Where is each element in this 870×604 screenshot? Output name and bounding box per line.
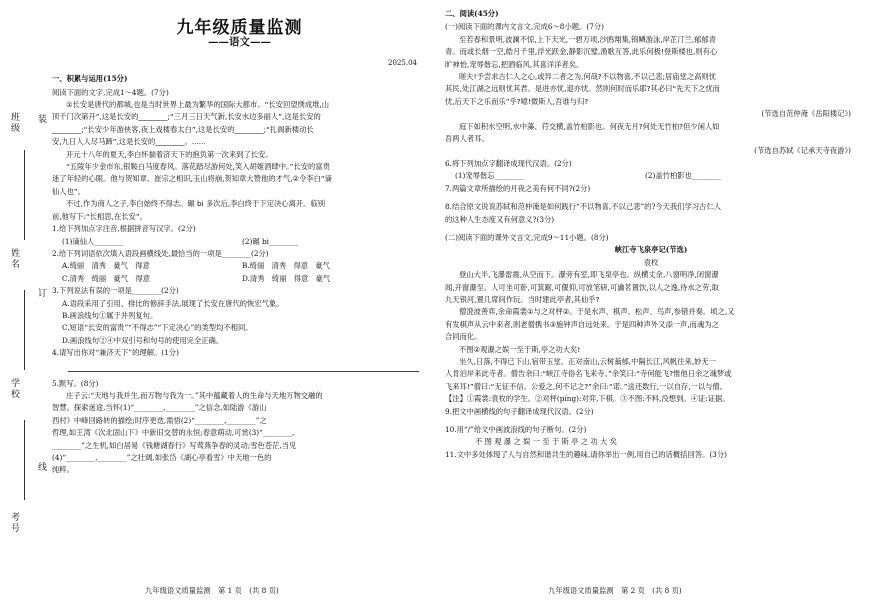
question-10: 10.用“/”给文中画波浪线的句子断句。(2分) — [445, 425, 587, 434]
page-1-footer: 九年级语文质量监测 第 1 页 (共 8 页) — [145, 586, 279, 595]
text-c-line: 有发棋声从云中来者,则老僧携书③施钟声自远处来。于是四种声外又添一声,而魂为之 — [445, 319, 719, 329]
exam-number-label: 考号 — [9, 512, 19, 534]
part-b-instruction: (二)阅读下面的课外文言文,完成9～11小题。(8分) — [445, 232, 609, 242]
question-3: 3.下列说法有误的一项是________(2分) — [52, 286, 179, 296]
text-c-line: 僧澄波善弈,余命霞裳①与之对枰②。于是水声、棋声、松声、鸟声,参错并奏。顷之,又 — [459, 307, 735, 317]
q4-answer-line[interactable] — [68, 360, 419, 372]
source-b: (节选自苏轼《记承天寺夜游》) — [754, 146, 851, 156]
text-b-line: 吾两人者耳。 — [445, 134, 489, 144]
right-page — [445, 0, 857, 604]
part-a-instruction: (一)阅读下面的课内文言文,完成6～8小题。(7分) — [445, 22, 604, 32]
q1-blank-2[interactable]: (2)碾 bi________ — [242, 236, 299, 246]
question-6: 6.将下列加点字翻译成现代汉语。(2分) — [445, 158, 572, 168]
annotation-notes: 【注】①霞裳:袁枚的学生。②对枰(píng):对弈,下棋。③不图:不料,没想到。④证:证据。 — [445, 394, 730, 404]
text-c-line: 闻,开窗瀑至。人可坐可卧,可箕踞,可偃仰,可放笔研,可瀹茗置饮,以人之逸,待水之劳,取 — [445, 282, 719, 292]
passage-line: ________;“长安少年游侠客,夜上戏楼春太白”,这是长安的________;“扎阁新楼动长 — [52, 124, 314, 134]
q2-option-c[interactable]: C.清秀 绮丽 豪气 得意 — [62, 273, 150, 283]
q3-option-b[interactable]: B.画浪线句①属于并列复句。 — [62, 310, 158, 320]
q5-text-line[interactable]: 西村》中峰回路转的描绘;时序更迭,需悟(2)“________,________”之 — [52, 415, 267, 425]
bind-mark-xian: 线 — [38, 463, 48, 473]
q5-text-line[interactable]: 智慧。探索迷途,当怀(1)“________,________”之信念,如陆游《游山 — [52, 403, 267, 413]
text-c-line: 人肯泊岸来此寺者。僧告余曰:“峡江寺俗名飞来寺。”余笑曰:“寺何能飞?惟他日余之魂梦或 — [445, 369, 732, 379]
question-8: 8.结合原文说说苏轼和范仲淹是如何践行“不以物喜,不以己悲”的?今天我们学习古仁人 — [445, 202, 722, 212]
q6-blank-1[interactable]: (1)宠辱偕忘________ — [455, 171, 524, 181]
text-c-title: 峡江寺飞泉亭记(节选) — [614, 245, 688, 255]
q2-option-d[interactable]: D.清秀 绮丽 得意 豪气 — [242, 273, 331, 283]
question-7: 7.两篇文章所描绘的月夜之美有何不同?(2分) — [445, 183, 591, 193]
text-c-line: 不图②观瀑之娱一至于斯,亭之功大矣! — [459, 344, 581, 354]
text-c-line: 坐久,日落,不得已下山,宿带玉堂。正对南山,云树蓊郁,中隔长江,风帆往来,妙无一 — [459, 356, 717, 366]
gutter-line — [24, 290, 26, 370]
q5-text-line: 纯粹。 — [52, 465, 74, 475]
question-8-cont: 的这种人生态度又有何意义?(3分) — [445, 214, 555, 224]
text-c-line: 九天银河,置几席间作玩。当时建此亭者,其仙乎? — [445, 294, 600, 304]
passage-line: “五陵年少金市东,银鞍白马度春风。落花踏尽游何处,笑入胡姬酒肆中。”长安的富贵 — [66, 162, 330, 172]
q5-text-line[interactable]: (4)“________,________”之壮阔,如张岱《湖心亭看雪》中天地一色的 — [52, 453, 272, 462]
text-c-line: 合同而化。 — [445, 332, 482, 342]
q3-option-d[interactable]: D.画浪线句②④中双引号和句号的使用完全正确。 — [62, 335, 224, 345]
text-c-line: 飞来耳!”僧曰:“无征不信。公爱之,何不记之?”余曰:“诺。”送还数行,一以自存,一以与僧。 — [445, 381, 728, 391]
text-a-line: 旷神怡,宠辱偕忘,把酒临风,其喜洋洋者矣。 — [445, 59, 584, 69]
school-label: 学校 — [9, 378, 19, 400]
gutter-line — [24, 150, 26, 240]
question-9: 9.把文中画横线的句子翻译成现代汉语。(2分) — [445, 406, 594, 416]
question-5: 5.默写。(8分) — [52, 378, 99, 388]
question-11: 11.文中多处体现了人与自然和谐共生的趣味,请你举出一例,用自己的话概括回答。(3分) — [445, 449, 727, 459]
passage-line: 迷了年轻的心眼。他与贺知章、崔宗之相识,玉山将崩,贺知章大赞他的才气,②令李白“谪 — [52, 174, 332, 184]
passage-line: 仙人也”。 — [52, 186, 85, 196]
q2-option-a[interactable]: A.绮丽 清秀 豪气 得意 — [62, 261, 150, 271]
section-2-heading: 二、阅读(45分) — [445, 9, 499, 18]
text-c-line: 登山大半,飞瀑雷震,从空而下。瀑旁有室,即飞泉亭也。纵横丈余,八窗明净,闭窗瀑 — [459, 270, 719, 280]
gutter-line — [24, 420, 26, 500]
binding-gutter — [0, 0, 48, 604]
question-4: 4.请写出你对“兼济天下”的理解。(1分) — [52, 348, 179, 358]
page-2-footer: 九年级语文质量监测 第 2 页 (共 8 页) — [548, 586, 682, 595]
q5-text-line[interactable]: ________”之生机,如白居易《钱塘湖春行》写莺燕争春的灵动;雪色苍茫,当见 — [52, 440, 297, 450]
q10-sentence[interactable]: 不 图 观 瀑 之 娱 一 至 于 斯 亭 之 功 大 矣 — [475, 437, 617, 447]
text-a-line: 青。而或长烟一空,皓月千里,浮光跃金,静影沉璧,渔歌互答,此乐何极!登斯楼也,则有心 — [445, 47, 718, 57]
bind-mark-zhuang: 装 — [38, 115, 48, 125]
exam-subject: ——语文—— — [208, 36, 271, 49]
passage-line: 不过,作为商人之子,李白始终不得志。碾 bi 多次后,李白终于下定决心离开。临别 — [66, 199, 326, 209]
q5-text-line: 庄子云:“天地与我并生,而万物与我为一。”其中蕴藏着人的生命与天地万物交融的 — [66, 390, 323, 400]
question-2: 2.给下列词语依次填入语段画横线处,最恰当的一项是________(2分) — [52, 248, 269, 258]
passage-line: 顶千门次第开”,这是长安的________;“三月三日天气新,长安水边多丽人”,这是长安的 — [52, 112, 321, 122]
text-c-author: 袁枚 — [643, 257, 659, 267]
class-label: 班级 — [9, 112, 19, 134]
bind-mark-ding: 订 — [38, 289, 48, 299]
q3-option-c[interactable]: C.短语“长安的富贵”“不得志”“下定决心”的类型均不相同。 — [62, 323, 253, 333]
q5-text-line[interactable]: 哲理,如王湾《次北固山下》中新旧交替的永恒;春意萌动,可赏(3)“________, — [52, 428, 295, 438]
reading-instruction: 阅读下面的文字,完成1～4题。(7分) — [52, 87, 169, 97]
exam-title: 九年级质量监测 — [176, 18, 303, 38]
passage-line: 前,他写下:“长相思,在长安”。 — [52, 211, 147, 221]
q3-option-a[interactable]: A.语段采用了引用、排比的修辞手法,展现了长安在唐代的恢宏气象。 — [62, 298, 284, 308]
section-1-heading: 一、积累与运用(15分) — [52, 74, 128, 84]
text-a-line: 嗟夫!予尝求古仁人之心,或异二者之为,何哉?不以物喜,不以己悲;居庙堂之高则忧 — [459, 72, 717, 82]
left-page — [52, 0, 427, 604]
passage-line: 开元十八年的夏天,李白怀揣着济天下的抱负第一次来到了长安。 — [66, 149, 273, 159]
passage-line: 安,九日人人尽马蹄”,这是长安的________。...... — [52, 137, 206, 147]
q6-blank-2[interactable]: (2)盖竹柏影也________ — [645, 171, 722, 181]
name-label: 姓名 — [9, 248, 19, 270]
exam-date: 2025.04 — [388, 58, 417, 67]
q1-blank-1[interactable]: (1)谪仙人________ — [62, 236, 124, 246]
q2-option-b[interactable]: B.绮丽 清秀 得意 豪气 — [242, 261, 330, 271]
passage-line: ①长安是唐代的都城,也是当时世界上最为繁华的国际大都市。“长安回望绣成堆,山 — [66, 100, 330, 110]
text-a-line: 忧,后天下之乐而乐”乎?噫!微斯人,吾谁与归? — [445, 96, 589, 106]
text-a-line: 其民,处江湖之远则忧其君。是进亦忧,退亦忧。然则何时而乐耶?其必曰“先天下之忧而 — [445, 84, 720, 94]
text-b-line: 庭下如积水空明,水中藻、荇交横,盖竹柏影也。何夜无月?何处无竹柏?但少闲人如 — [459, 121, 720, 131]
text-a-line: 至若春和景明,波澜不惊,上下天光,一碧万顷,沙鸥翔集,锦鳞游泳,岸芷汀兰,郁郁青 — [459, 34, 717, 44]
source-a: (节选自范仲淹《岳阳楼记》) — [761, 109, 851, 119]
question-1: 1.给下列加点字注音,根据拼音写汉字。(2分) — [52, 224, 196, 234]
